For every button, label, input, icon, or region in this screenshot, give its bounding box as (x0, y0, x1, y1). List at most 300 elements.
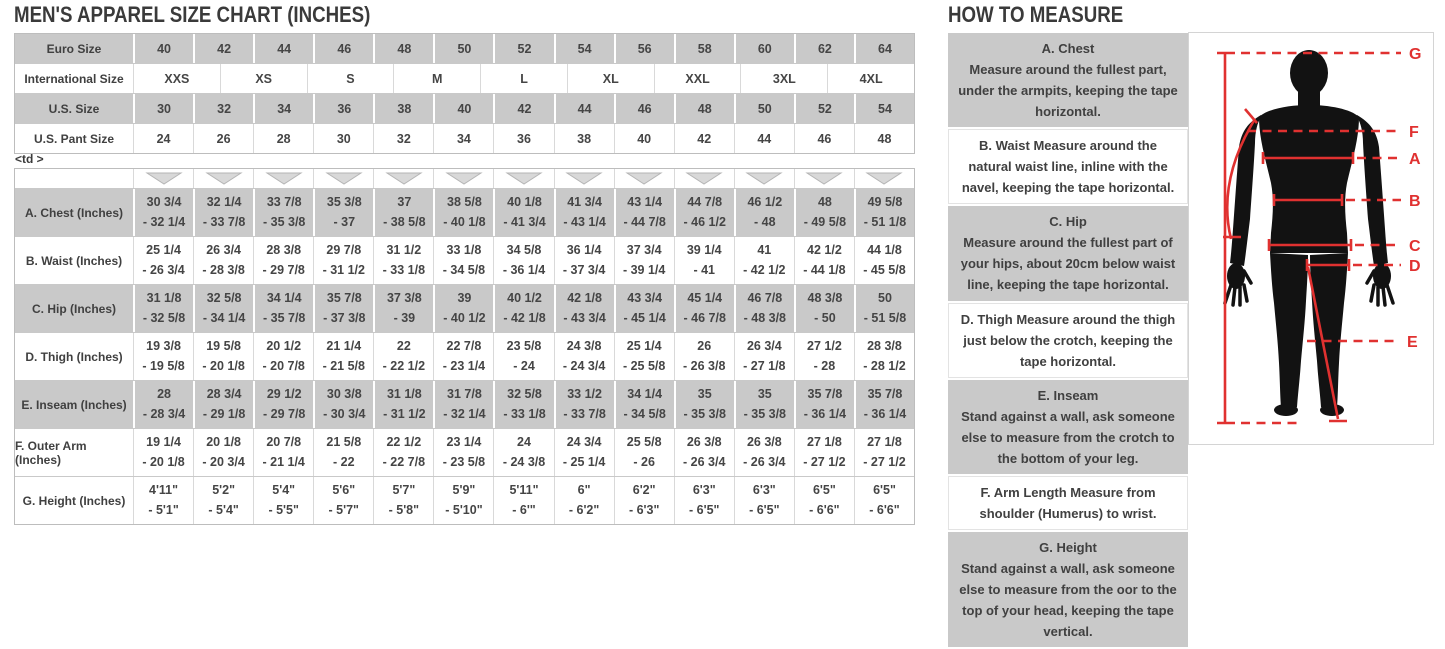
measure-range-to: - 37 3/8 (323, 310, 366, 325)
measure-range-from: 26 (697, 339, 712, 354)
size-table-row (15, 124, 914, 153)
size-cell: 42 (674, 124, 734, 153)
measure-cell (554, 381, 614, 428)
measure-cell (493, 333, 553, 380)
instruction-heading: E. Inseam (1037, 387, 1099, 403)
measure-range-to: - 45 1/4 (623, 310, 666, 325)
measure-range-from: 26 3/8 (686, 435, 722, 450)
measure-range-to: - 32 1/4 (443, 406, 486, 421)
size-cell: 60 (734, 34, 794, 63)
measure-range-from: 28 3/8 (266, 243, 302, 258)
measure-range-from: 34 5/8 (506, 243, 542, 258)
measure-range-from: 49 5/8 (867, 195, 903, 210)
measure-range-to: - 22 7/8 (382, 454, 426, 469)
chevron-down-icon (626, 172, 662, 185)
instruction-box (948, 206, 1188, 300)
size-cell: 30 (133, 94, 193, 123)
measure-range-to: - 35 3/8 (683, 406, 726, 421)
measurement-diagram (1188, 32, 1434, 445)
measure-row-label: B. Waist (Inches) (25, 253, 123, 268)
measure-range-from: 5'4" (272, 483, 296, 498)
measure-cell (554, 429, 614, 476)
measure-range-from: 24 (517, 435, 531, 450)
measure-cell (614, 189, 674, 236)
measure-range-from: 26 3/8 (746, 435, 782, 450)
label-b: B (1409, 193, 1421, 210)
size-cell: 36 (313, 94, 373, 123)
size-table-row (15, 64, 914, 94)
measure-cell (313, 381, 373, 428)
measure-cell (133, 285, 193, 332)
measure-cell (794, 381, 854, 428)
measure-cell (253, 333, 313, 380)
size-cell: 32 (373, 124, 433, 153)
measure-range-to: - 44 1/8 (803, 262, 846, 277)
measure-range-from: 43 3/4 (627, 291, 663, 306)
measure-range-to: - 25 1/4 (562, 454, 606, 469)
measure-range-from: 32 1/4 (206, 195, 242, 210)
measure-range-to: - 43 3/4 (563, 310, 606, 325)
measure-range-to: - 42 1/8 (503, 310, 546, 325)
label-g: G (1409, 46, 1422, 63)
size-cell: 32 (193, 94, 253, 123)
measure-cell (674, 333, 734, 380)
size-cell: 48 (674, 94, 734, 123)
size-cell: XXL (654, 64, 741, 93)
measure-row-cells (133, 237, 914, 284)
measure-cell (674, 237, 734, 284)
measure-table (14, 168, 915, 525)
size-cell: XS (220, 64, 307, 93)
measure-cell (554, 333, 614, 380)
arrow-header-cell (433, 169, 493, 188)
arrow-header-cell (253, 169, 313, 188)
measure-range-from: 39 (457, 291, 472, 306)
measure-table-row (15, 285, 914, 333)
measure-range-to: - 5'8" (388, 502, 420, 517)
size-cell: 48 (373, 34, 433, 63)
diagram-labels (1407, 46, 1421, 351)
measure-cell (133, 333, 193, 380)
arrow-header-cell (614, 169, 674, 188)
measure-range-from: 24 3/8 (566, 339, 602, 354)
measure-range-to: - 45 5/8 (863, 262, 906, 277)
measure-range-from: 5'7" (392, 483, 416, 498)
measure-range-from: 28 3/4 (206, 387, 242, 402)
chevron-down-icon (806, 172, 842, 185)
measure-range-to: - 6'6" (869, 502, 900, 517)
measure-range-from: 48 (817, 195, 832, 210)
measure-range-from: 43 1/4 (627, 195, 663, 210)
measure-range-from: 4'11" (149, 483, 179, 498)
measure-range-to: - 20 1/8 (202, 358, 245, 373)
size-row-label: U.S. Size (48, 101, 100, 116)
measure-cell (433, 285, 493, 332)
measure-range-from: 36 1/4 (566, 243, 602, 258)
howto-instructions (948, 33, 1188, 649)
instruction-heading: A. Chest (1041, 41, 1095, 56)
measure-cell (193, 477, 253, 524)
measure-cell (614, 333, 674, 380)
size-cell: 44 (253, 34, 313, 63)
measure-range-to: - 23 5/8 (442, 454, 486, 469)
size-cell: 64 (854, 34, 914, 63)
measure-range-to: - 33 1/8 (382, 262, 426, 277)
measure-cell (794, 285, 854, 332)
measure-range-from: 35 7/8 (867, 387, 903, 402)
measure-cell (133, 237, 193, 284)
measure-cell (373, 189, 433, 236)
measure-range-from: 25 1/4 (146, 243, 181, 258)
arrow-header-cell (313, 169, 373, 188)
measure-range-from: 25 5/8 (626, 435, 662, 450)
measure-range-from: 33 7/8 (266, 195, 302, 210)
measure-range-from: 5'6" (332, 483, 356, 498)
measure-range-to: - 5'5" (268, 502, 299, 517)
instruction-body: B. Waist Measure around the natural waist line, inline with the navel, keeping the tape horizontal. (961, 138, 1175, 196)
measure-range-to: - 50 (814, 310, 836, 325)
size-cell: 44 (554, 94, 614, 123)
measure-range-from: 28 (157, 387, 171, 402)
arrow-header-cell (854, 169, 914, 188)
size-cell: S (307, 64, 394, 93)
chevron-down-icon (386, 172, 422, 185)
measure-range-to: - 6'5" (749, 502, 780, 517)
measure-table-row (15, 189, 914, 237)
measure-range-to: - 35 3/8 (263, 214, 306, 229)
stray-markup-text: <td > (15, 152, 44, 166)
size-cell: 52 (493, 34, 553, 63)
measure-cell (734, 381, 794, 428)
measure-range-to: - 21 5/8 (322, 358, 365, 373)
measure-range-to: - 27 1/2 (863, 454, 906, 469)
measure-range-from: 19 5/8 (206, 339, 241, 354)
measure-range-to: - 32 1/4 (142, 214, 186, 229)
measure-cell (554, 237, 614, 284)
measure-cell (253, 237, 313, 284)
size-cell: 3XL (740, 64, 827, 93)
measure-cell (854, 333, 914, 380)
measure-range-from: 6'3" (752, 483, 776, 498)
measure-range-from: 6" (577, 483, 591, 498)
measure-cell (313, 429, 373, 476)
size-row-cells (133, 64, 914, 93)
arrow-header-cell (674, 169, 734, 188)
body-diagram-image (1189, 33, 1433, 444)
measure-range-from: 32 5/8 (507, 387, 542, 402)
measure-range-from: 46 1/2 (747, 195, 783, 210)
measure-range-to: - 20 3/4 (202, 454, 245, 469)
measure-cell (133, 477, 193, 524)
measure-row-cells (133, 381, 914, 428)
measure-range-to: - 39 1/4 (622, 262, 666, 277)
measure-range-to: - 26 3/4 (743, 454, 786, 469)
instruction-heading: C. Hip (1049, 214, 1087, 230)
measure-range-to: - 44 7/8 (623, 214, 666, 229)
measure-cell (794, 429, 854, 476)
measure-cell (193, 333, 253, 380)
measure-cell (313, 477, 373, 524)
label-e: E (1407, 334, 1418, 351)
measure-cell (313, 285, 373, 332)
measure-range-from: 32 5/8 (206, 291, 242, 306)
measure-table-row (15, 381, 914, 429)
instruction-box (948, 380, 1188, 474)
measure-cell (373, 381, 433, 428)
arrow-header-cell (734, 169, 794, 188)
measure-range-from: 27 1/8 (807, 435, 842, 450)
measure-range-to: - 29 1/8 (202, 406, 246, 421)
instruction-box (948, 33, 1188, 127)
arrow-header-cell (373, 169, 433, 188)
measure-range-from: 21 1/4 (326, 339, 362, 354)
measure-range-to: - 28 (813, 358, 836, 373)
measure-cell (554, 189, 614, 236)
measure-range-from: 35 7/8 (326, 291, 362, 306)
measure-range-to: - 34 1/4 (202, 310, 246, 325)
measure-range-to: - 28 3/4 (142, 406, 186, 421)
measure-range-from: 28 3/8 (867, 339, 902, 354)
measure-range-from: 26 3/4 (746, 339, 782, 354)
measure-row-cells (133, 429, 914, 476)
measure-range-to: - 41 (693, 262, 716, 277)
measure-range-from: 19 1/4 (146, 435, 181, 450)
measure-range-to: - 37 3/4 (562, 262, 606, 277)
size-row-cells (133, 94, 914, 123)
measure-cell (493, 237, 553, 284)
size-cell: 50 (433, 34, 493, 63)
measure-range-to: - 35 7/8 (263, 310, 306, 325)
arrow-header-cell (493, 169, 553, 188)
measure-range-from: 44 1/8 (867, 243, 902, 258)
size-cell: XXS (133, 64, 220, 93)
measure-range-to: - 26 3/4 (142, 262, 185, 277)
measure-range-from: 31 1/2 (386, 243, 422, 258)
chevron-down-icon (746, 172, 782, 185)
measure-range-from: 26 3/4 (206, 243, 241, 258)
measure-cell (614, 237, 674, 284)
size-cell: 42 (193, 34, 253, 63)
measure-row-label: C. Hip (Inches) (31, 301, 116, 316)
chevron-down-icon (206, 172, 242, 185)
measure-range-to: - 26 3/8 (683, 358, 726, 373)
measure-cell (433, 189, 493, 236)
measure-range-from: 31 7/8 (447, 387, 482, 402)
measure-cell (674, 189, 734, 236)
measure-cell (433, 237, 493, 284)
size-cell: 28 (253, 124, 313, 153)
size-cell: 46 (794, 124, 854, 153)
instruction-body: F. Arm Length Measure from shoulder (Humerus) to wrist. (979, 484, 1157, 521)
measure-range-to: - 6'5" (689, 502, 720, 517)
measure-cell (433, 477, 493, 524)
size-cell: 38 (554, 124, 614, 153)
measure-range-from: 45 1/4 (687, 291, 723, 306)
measure-row-cells (133, 477, 914, 524)
measure-range-from: 46 7/8 (747, 291, 783, 306)
measure-range-to: - 5'10" (445, 502, 483, 517)
measure-table-row (15, 333, 914, 381)
measure-range-to: - 22 1/2 (382, 358, 426, 373)
size-cell: 40 (614, 124, 674, 153)
size-cell: L (480, 64, 567, 93)
measure-range-to: - 25 5/8 (622, 358, 666, 373)
measure-range-from: 48 3/8 (807, 291, 843, 306)
measure-range-from: 21 5/8 (326, 435, 362, 450)
size-row-label: International Size (24, 71, 124, 86)
measure-range-from: 40 1/8 (507, 195, 542, 210)
measure-row-label: F. Outer Arm (Inches) (15, 438, 87, 467)
measure-range-to: - 24 3/4 (562, 358, 606, 373)
measure-cell (854, 237, 914, 284)
size-cell: 54 (854, 94, 914, 123)
measure-range-to: - 6'2" (568, 502, 600, 517)
measure-cell (493, 189, 553, 236)
size-row-label: Euro Size (46, 41, 102, 56)
size-cell: XL (567, 64, 654, 93)
measure-row-label: A. Chest (Inches) (24, 205, 123, 220)
measure-range-to: - 31 1/2 (383, 406, 426, 421)
measure-cell (554, 477, 614, 524)
measure-cell (493, 477, 553, 524)
size-cell: 48 (854, 124, 914, 153)
instruction-body: Measure around the fullest part, under the armpits, keeping the tape horizontal. (958, 62, 1178, 120)
size-cell: 52 (794, 94, 854, 123)
size-cell: 50 (734, 94, 794, 123)
measure-table-row (15, 237, 914, 285)
measure-range-to: - 39 (393, 310, 416, 325)
measure-range-to: - 29 7/8 (262, 262, 305, 277)
measure-range-to: - 6'6" (809, 502, 840, 517)
measure-row-label: E. Inseam (Inches) (21, 397, 127, 412)
measure-range-from: 23 1/4 (446, 435, 482, 450)
measure-cell (373, 429, 433, 476)
measure-range-to: - 33 1/8 (503, 406, 546, 421)
measure-range-to: - 26 (633, 454, 655, 469)
measure-cell (614, 381, 674, 428)
size-cell: 42 (493, 94, 553, 123)
measure-range-from: 20 7/8 (266, 435, 302, 450)
measure-cell (253, 285, 313, 332)
instruction-box (948, 532, 1188, 647)
measure-range-to: - 30 3/4 (323, 406, 366, 421)
measure-cell (373, 477, 433, 524)
measure-cell (794, 333, 854, 380)
measure-range-to: - 29 7/8 (263, 406, 306, 421)
measure-range-to: - 26 3/4 (683, 454, 726, 469)
measure-cell (433, 429, 493, 476)
measure-range-to: - 40 1/8 (443, 214, 486, 229)
measure-range-from: 33 1/2 (567, 387, 602, 402)
instruction-box (948, 129, 1188, 204)
measure-range-to: - 5'4" (208, 502, 239, 517)
arrow-header-cell (193, 169, 253, 188)
measure-range-to: - 24 3/8 (502, 454, 546, 469)
measure-range-from: 22 (396, 339, 411, 354)
size-cell: 40 (133, 34, 193, 63)
measure-row-cells (133, 285, 914, 332)
chevron-down-icon (686, 172, 722, 185)
measure-range-to: - 20 1/8 (142, 454, 185, 469)
label-c: C (1409, 238, 1421, 255)
instruction-box (948, 303, 1188, 378)
measure-cell (373, 285, 433, 332)
measure-cell (614, 429, 674, 476)
measure-range-from: 35 7/8 (807, 387, 843, 402)
instruction-heading: G. Height (1039, 539, 1097, 555)
measure-row-label: G. Height (Inches) (22, 493, 126, 508)
instruction-body: D. Thigh Measure around the thigh just below the crotch, keeping the tape horizontal. (960, 311, 1176, 369)
measure-range-from: 5'9" (452, 483, 476, 498)
measure-range-from: 35 (697, 387, 712, 402)
measure-range-from: 37 3/4 (626, 243, 662, 258)
size-row-cells (133, 124, 914, 153)
measure-cell (193, 237, 253, 284)
instruction-body: Stand against a wall, ask someone else to measure from the oor to the top of your head, keeping the tape vertical. (959, 560, 1177, 640)
label-f: F (1409, 124, 1419, 141)
measure-cell (193, 285, 253, 332)
measure-cell (734, 285, 794, 332)
measure-range-from: 41 3/4 (567, 195, 602, 210)
measure-table-row (15, 429, 914, 477)
size-cell: 44 (734, 124, 794, 153)
measure-range-to: - 46 7/8 (683, 310, 726, 325)
measure-range-from: 25 1/4 (626, 339, 662, 354)
measure-range-from: 30 3/8 (326, 387, 362, 402)
measure-table-row (15, 477, 914, 524)
measure-range-to: - 43 1/4 (563, 214, 606, 229)
measure-range-to: - 51 1/8 (863, 214, 907, 229)
chevron-down-icon (866, 172, 902, 185)
measure-cell (433, 333, 493, 380)
measure-cell (614, 285, 674, 332)
measure-cell (433, 381, 493, 428)
measure-cell (313, 189, 373, 236)
measure-cell (674, 381, 734, 428)
measure-range-to: - 21 1/4 (262, 454, 305, 469)
measure-range-from: 37 3/8 (386, 291, 422, 306)
measure-cell (373, 333, 433, 380)
measure-cell (253, 429, 313, 476)
measure-cell (373, 237, 433, 284)
size-cell: 46 (313, 34, 373, 63)
measure-cell (253, 381, 313, 428)
measure-range-from: 34 1/4 (266, 291, 302, 306)
measure-cell (674, 285, 734, 332)
measure-range-from: 20 1/8 (206, 435, 241, 450)
measure-row-label: D. Thigh (Inches) (25, 349, 123, 364)
measure-range-to: - 33 7/8 (202, 214, 246, 229)
measure-cell (854, 381, 914, 428)
arrow-header-spacer (15, 169, 133, 188)
measure-range-to: - 31 1/2 (322, 262, 365, 277)
howto-title: HOW TO MEASURE (948, 2, 1124, 27)
size-cell: 62 (794, 34, 854, 63)
measure-cell (193, 429, 253, 476)
measure-range-to: - 34 5/8 (623, 406, 666, 421)
measure-row-cells (133, 333, 914, 380)
measure-range-from: 29 1/2 (266, 387, 302, 402)
size-cell: 30 (313, 124, 373, 153)
size-cell: 58 (674, 34, 734, 63)
measure-range-from: 24 3/4 (566, 435, 602, 450)
measure-range-from: 6'5" (812, 483, 836, 498)
measure-range-to: - 20 7/8 (262, 358, 305, 373)
measure-range-to: - 38 5/8 (383, 214, 426, 229)
measure-cell (854, 285, 914, 332)
measure-cell (493, 429, 553, 476)
measure-range-from: 27 1/2 (807, 339, 842, 354)
